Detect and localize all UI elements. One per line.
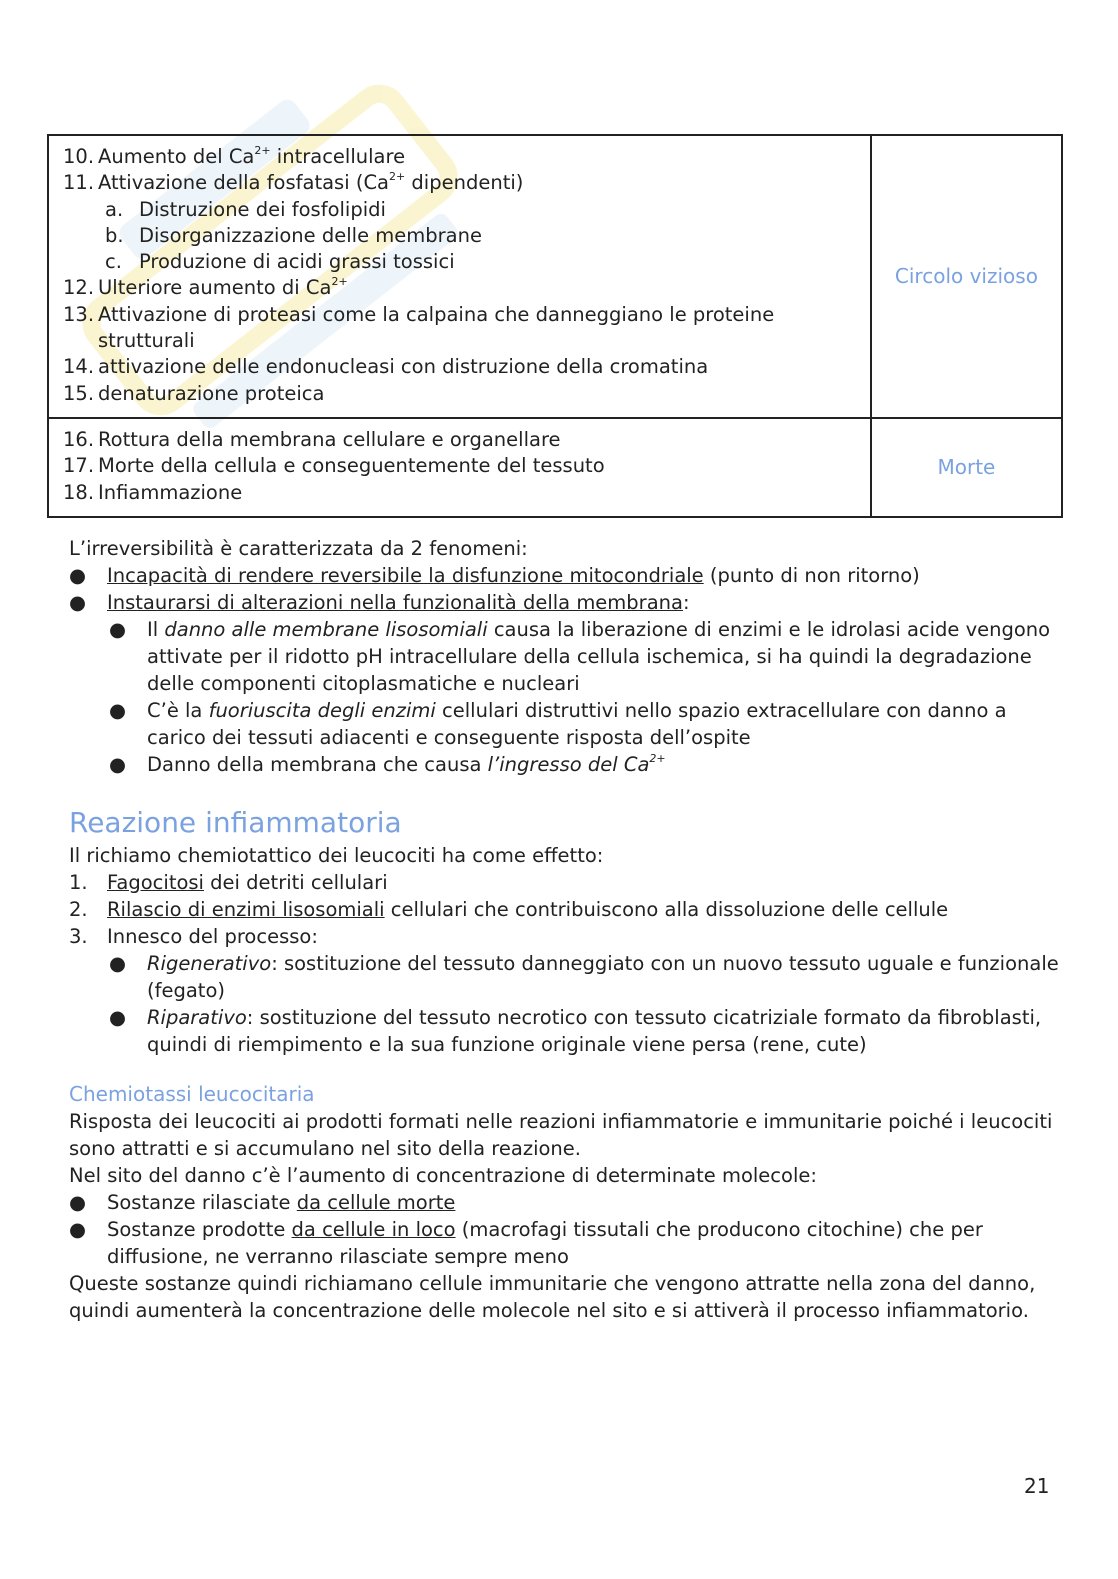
list-item: ● Instaurarsi di alterazioni nella funzionalità della membrana:: [69, 591, 690, 614]
list-item: 12. Ulteriore aumento di $Ca^{2+}$: [63, 275, 348, 300]
steps-cell: [48, 418, 871, 517]
bullet-icon: ●: [109, 952, 127, 975]
list-item: 13. Attivazione di proteasi come la calpaina che danneggiano le proteine: [63, 302, 775, 326]
list-item: ● Incapacità di rendere reversibile la disfunzione mitocondriale (punto di non ritorno): [69, 564, 920, 587]
list-item: 17. Morte della cellula e conseguentemente del tessuto: [63, 454, 605, 478]
paragraph: Il richiamo chemiotattico dei leucociti ha come effetto:: [69, 844, 604, 867]
list-item: 11. Attivazione della fosfatasi ($Ca^{2+}$ dipendenti): [63, 170, 524, 195]
bullet-icon: ●: [69, 1191, 87, 1214]
bullet-icon: ●: [109, 753, 127, 776]
list-item: a. Distruzione dei fosfolipidi: [105, 197, 386, 221]
chemotaxis-section: [69, 1108, 1059, 1324]
list-item: 15. denaturazione proteica: [63, 381, 325, 405]
list-item: ● Rigenerativo: sostituzione del tessuto danneggiato con un nuovo tessuto uguale e funzionale (fegato): [109, 952, 1059, 1002]
list-item: ● Riparativo: sostituzione del tessuto necrotico con tessuto cicatriziale formato da fibroblasti, quindi di riempimento e la sua funzione originale viene persa (rene, cute): [109, 1006, 1042, 1056]
bullet-icon: ●: [69, 1218, 87, 1241]
inflammation-section: [69, 842, 1059, 1058]
bullet-icon: ●: [109, 618, 127, 641]
paragraph: Queste sostanze quindi richiamano cellule immunitarie che vengono attratte nella zona del danno, quindi aumenterà la concentrazione delle molecole nel sito e si attiverà il processo infiammatorio.: [69, 1272, 1036, 1322]
irreversibility-section: [69, 535, 1059, 778]
page-number: 21: [1024, 1474, 1050, 1498]
row-label-circolo-vizioso: Circolo vizioso: [871, 135, 1062, 418]
list-item: c. Produzione di acidi grassi tossici: [105, 250, 455, 274]
process-table: [47, 134, 1063, 518]
bullet-icon: ●: [109, 1006, 127, 1029]
list-item: 1. Fagocitosi dei detriti cellulari: [69, 871, 388, 894]
list-item: ● C’è la fuoriuscita degli enzimi cellulari distruttivi nello spazio extracellulare con danno a carico dei tessuti adiacenti e conseguente risposta dell’ospite: [109, 699, 1007, 749]
paragraph: Risposta dei leucociti ai prodotti formati nelle reazioni infiammatorie e immunitarie poiché i leucociti sono attratti e si accumulano nel sito della reazione.: [69, 1110, 1053, 1160]
list-item: 10. Aumento del $Ca^{2+}$ intracellulare: [63, 144, 406, 168]
list-item: ● Sostanze prodotte da cellule in loco (macrofagi tissutali che producono citochine) che per diffusione, ne verranno rilasciate sempre meno: [69, 1218, 983, 1268]
section-heading: Reazione infiammatoria: [69, 806, 402, 839]
steps-cell: [48, 135, 871, 418]
table-row: [48, 418, 1062, 517]
list-item: 2. Rilascio di enzimi lisosomiali cellulari che contribuiscono alla dissoluzione delle cellule: [69, 898, 949, 921]
list-item: 3. Innesco del processo:: [69, 925, 318, 948]
paragraph: Nel sito del danno c’è l’aumento di concentrazione di determinate molecole:: [69, 1164, 817, 1187]
list-item: 18. Infiammazione: [63, 480, 243, 504]
bullet-icon: ●: [109, 699, 127, 722]
subsection-heading: Chemiotassi leucocitaria: [69, 1082, 315, 1106]
bullet-icon: ●: [69, 591, 87, 614]
list-item: 14. attivazione delle endonucleasi con distruzione della cromatina: [63, 355, 709, 379]
list-item: ● Sostanze rilasciate da cellule morte: [69, 1191, 456, 1214]
bullet-icon: ●: [69, 564, 87, 587]
paragraph: L’irreversibilità è caratterizzata da 2 fenomeni:: [69, 537, 528, 560]
row-label-morte: Morte: [871, 418, 1062, 517]
list-item: 16. Rottura della membrana cellulare e organellare: [63, 427, 561, 451]
list-item: ● Danno della membrana che causa l’ingresso del $Ca^{2+}$: [109, 752, 666, 776]
list-item: b. Disorganizzazione delle membrane: [105, 223, 482, 247]
list-item: ● Il danno alle membrane lisosomiali causa la liberazione di enzimi e le idrolasi acide vengono attivate per il ridotto pH intracellulare della cellula ischemica, si ha quindi la degradazione delle componenti citoplasmatiche e nucleari: [109, 618, 1051, 695]
table-row: [48, 135, 1062, 418]
list-item-continuation: strutturali: [98, 329, 195, 353]
